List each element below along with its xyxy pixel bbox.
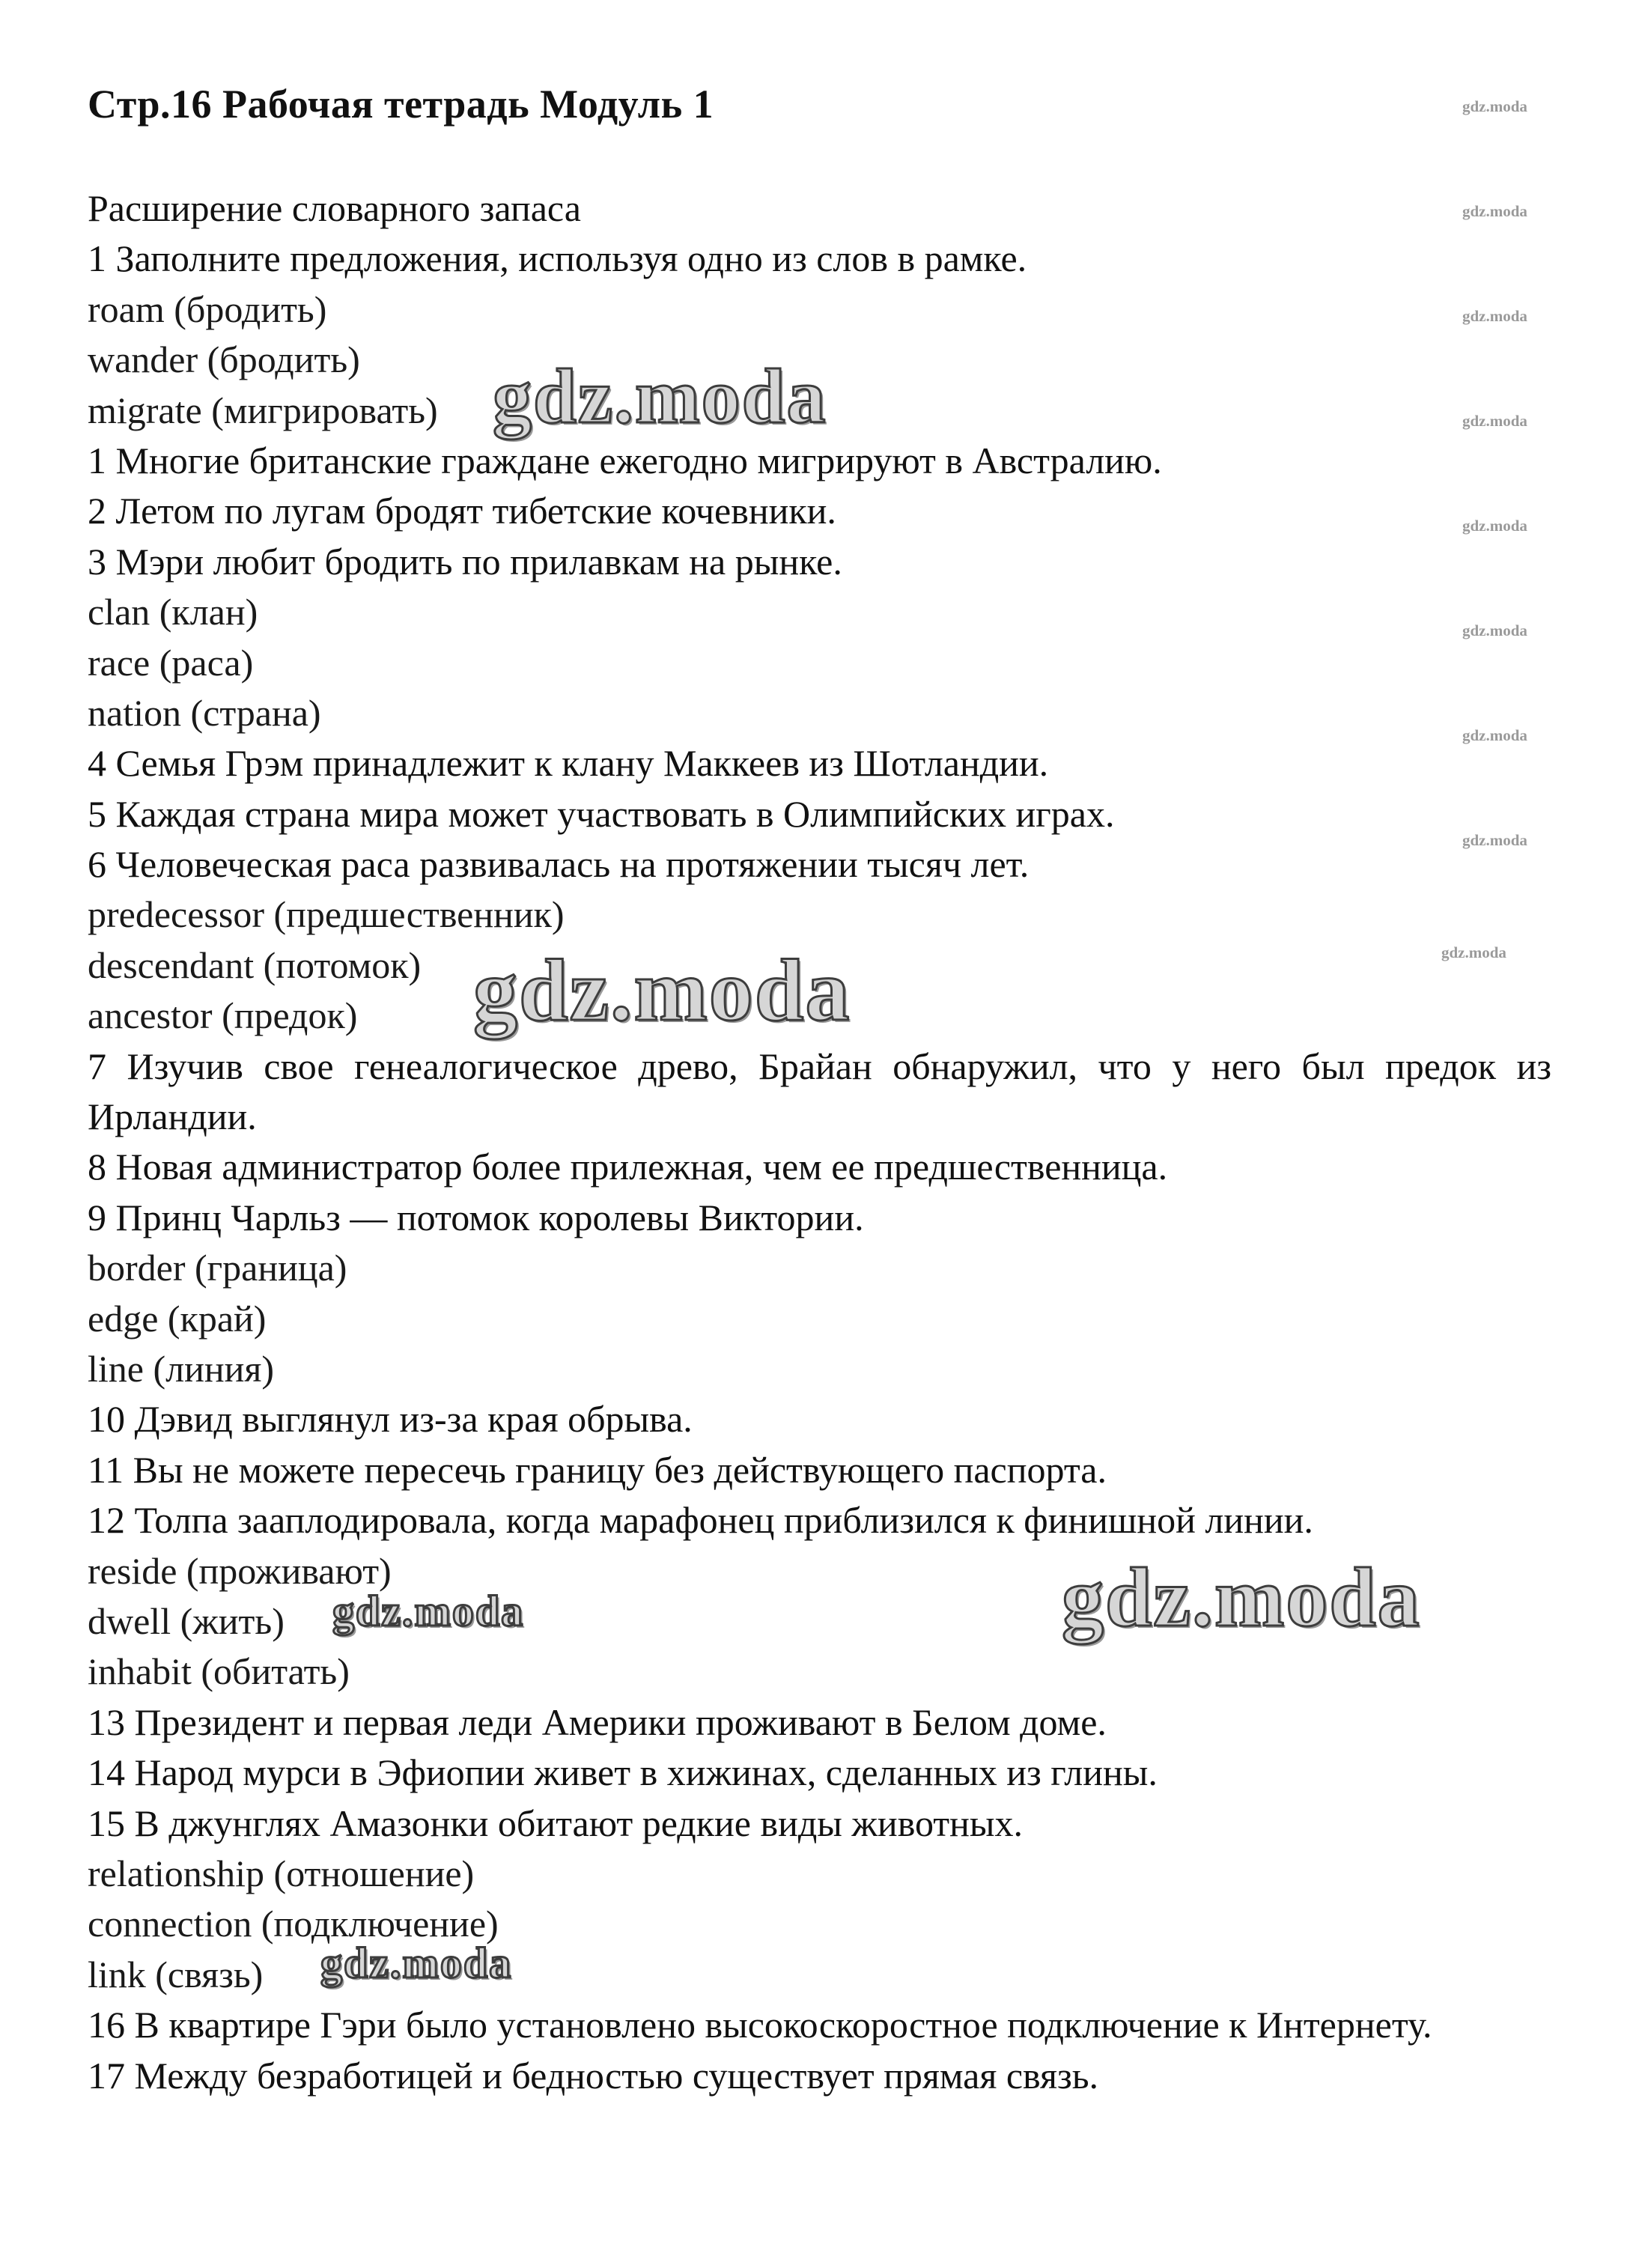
answer-sentence: 1 Многие британские граждане ежегодно мигрируют в Австралию. bbox=[88, 439, 1162, 481]
answer-sentence: 10 Дэвид выглянул из-за края обрыва. bbox=[88, 1398, 693, 1441]
watermark: gdz.moda bbox=[1462, 517, 1527, 535]
watermark: gdz.moda bbox=[1441, 943, 1506, 961]
word-option: border (граница) bbox=[88, 1247, 347, 1289]
word-option: line (линия) bbox=[88, 1348, 274, 1390]
word-option: edge (край) bbox=[88, 1297, 267, 1340]
answer-sentence: 5 Каждая страна мира может участвовать в Олимпийских играх. bbox=[88, 792, 1115, 835]
watermark: gdz.moda bbox=[1462, 726, 1527, 744]
watermark: gdz.moda bbox=[1462, 831, 1527, 849]
answer-sentence: 8 Новая администратор более прилежная, чем ее предшественница. bbox=[88, 1146, 1168, 1188]
watermark: gdz.moda bbox=[320, 1939, 513, 1987]
watermark: gdz.moda bbox=[1462, 202, 1527, 220]
answer-sentence: 3 Мэри любит бродить по прилавкам на рынке. bbox=[88, 540, 842, 583]
word-option: clan (клан) bbox=[88, 591, 258, 633]
word-option: inhabit (обитать) bbox=[88, 1650, 350, 1693]
watermark: gdz.moda bbox=[1462, 621, 1527, 639]
answer-sentence: 4 Семья Грэм принадлежит к клану Маккеев из Шотландии. bbox=[88, 742, 1049, 785]
watermark: gdz.moda bbox=[332, 1587, 525, 1635]
word-option: link (связь) bbox=[88, 1953, 264, 1995]
word-option: relationship (отношение) bbox=[88, 1852, 475, 1894]
watermark: gdz.moda bbox=[1462, 307, 1527, 325]
word-option: roam (бродить) bbox=[88, 288, 327, 330]
answer-sentence-part: 7 Изучив свое генеалогическое древо, Брайан обнаружил, что у него bbox=[88, 1045, 1282, 1087]
answer-sentence-part: был предок из Ирландии. bbox=[88, 1045, 1551, 1138]
watermark: gdz.moda bbox=[1462, 97, 1527, 115]
watermark: gdz.moda bbox=[493, 353, 827, 440]
section-heading: Расширение словарного запаса bbox=[88, 187, 581, 229]
document-body bbox=[88, 183, 1551, 2101]
answer-sentence bbox=[88, 2000, 1551, 2050]
watermark: gdz.moda bbox=[473, 941, 851, 1039]
answer-sentence: 15 В джунглях Амазонки обитают редкие виды животных. bbox=[88, 1802, 1023, 1844]
watermark: gdz.moda bbox=[1062, 1551, 1421, 1644]
answer-sentence-part: 16 В квартире Гэри было установлено высокоскоростное подключение к bbox=[88, 2004, 1247, 2046]
word-option: nation (страна) bbox=[88, 691, 321, 734]
word-option: migrate (мигрировать) bbox=[88, 389, 438, 431]
word-option: dwell (жить) bbox=[88, 1599, 285, 1642]
answer-sentence: 2 Летом по лугам бродят тибетские кочевники. bbox=[88, 490, 836, 532]
word-option: connection (подключение) bbox=[88, 1903, 499, 1945]
word-option: ancestor (предок) bbox=[88, 994, 358, 1037]
word-option: reside (проживают) bbox=[88, 1549, 392, 1592]
answer-sentence bbox=[88, 1042, 1551, 1143]
word-option: race (раса) bbox=[88, 641, 254, 684]
word-option: descendant (потомок) bbox=[88, 943, 422, 986]
word-option: predecessor (предшественник) bbox=[88, 893, 565, 936]
watermark: gdz.moda bbox=[1462, 412, 1527, 430]
answer-sentence: 14 Народ мурси в Эфиопии живет в хижинах, сделанных из глины. bbox=[88, 1751, 1158, 1794]
answer-sentence: 6 Человеческая раса развивалась на протяжении тысяч лет. bbox=[88, 843, 1030, 886]
page-title: Стр.16 Рабочая тетрадь Модуль 1 bbox=[88, 82, 714, 127]
answer-sentence: 17 Между безработицей и бедностью существует прямая связь. bbox=[88, 2054, 1099, 2097]
answer-sentence: 13 Президент и первая леди Америки проживают в Белом доме. bbox=[88, 1700, 1107, 1743]
word-option: wander (бродить) bbox=[88, 338, 360, 381]
answer-sentence: 11 Вы не можете пересечь границу без действующего паспорта. bbox=[88, 1448, 1107, 1491]
answer-sentence: 9 Принц Чарльз — потомок королевы Виктории. bbox=[88, 1196, 864, 1238]
answer-sentence-part: Интернету. bbox=[1256, 2004, 1432, 2046]
task-instruction: 1 Заполните предложения, используя одно из слов в рамке. bbox=[88, 237, 1027, 280]
answer-sentence: 12 Толпа зааплодировала, когда марафонец приблизился к финишной линии. bbox=[88, 1499, 1313, 1542]
